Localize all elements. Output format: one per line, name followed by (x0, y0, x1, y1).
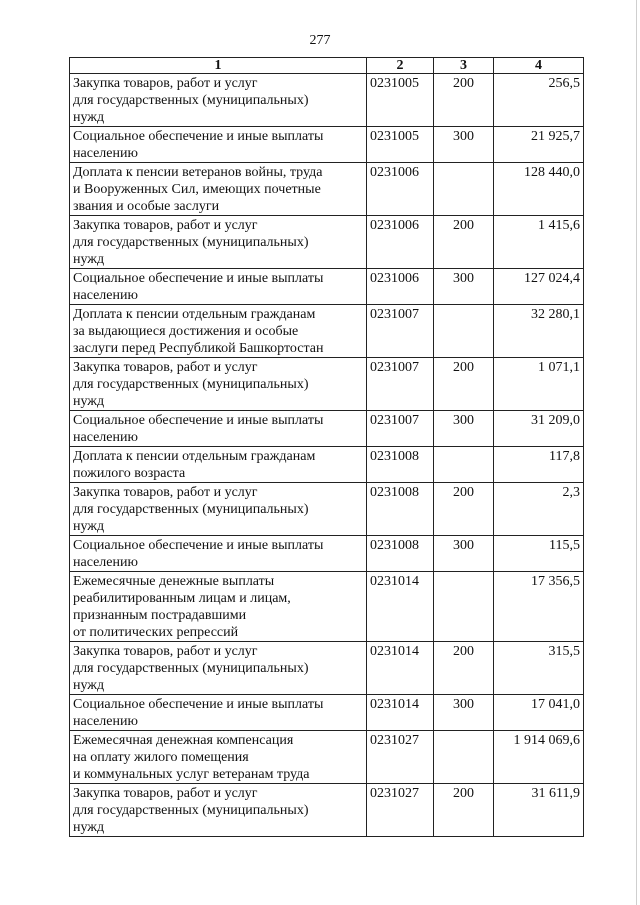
table-row (70, 305, 584, 358)
row-amount: 117,8 (494, 447, 584, 483)
row-name: Закупка товаров, работ и услуг для государственных (муниципальных) нужд (70, 483, 367, 536)
row-type: 200 (434, 216, 494, 269)
row-type (434, 731, 494, 784)
table-row (70, 358, 584, 411)
column-header-4: 4 (494, 58, 584, 74)
row-amount: 17 356,5 (494, 572, 584, 642)
row-type (434, 572, 494, 642)
row-amount: 315,5 (494, 642, 584, 695)
row-amount: 1 914 069,6 (494, 731, 584, 784)
row-amount: 2,3 (494, 483, 584, 536)
row-name: Социальное обеспечение и иные выплаты населению (70, 411, 367, 447)
row-name: Социальное обеспечение и иные выплаты населению (70, 695, 367, 731)
row-code: 0231007 (367, 305, 434, 358)
row-type: 200 (434, 358, 494, 411)
row-type: 200 (434, 642, 494, 695)
row-name: Закупка товаров, работ и услуг для государственных (муниципальных) нужд (70, 358, 367, 411)
row-code: 0231006 (367, 163, 434, 216)
row-code: 0231005 (367, 127, 434, 163)
table-row (70, 447, 584, 483)
row-code: 0231014 (367, 695, 434, 731)
row-code: 0231027 (367, 731, 434, 784)
table-row (70, 74, 584, 127)
table-row (70, 642, 584, 695)
row-code: 0231008 (367, 447, 434, 483)
table-body (70, 74, 584, 837)
row-type: 200 (434, 74, 494, 127)
row-name: Ежемесячные денежные выплаты реабилитированным лицам и лицам, признанным пострадавшими от политических репрессий (70, 572, 367, 642)
row-amount: 21 925,7 (494, 127, 584, 163)
row-code: 0231014 (367, 572, 434, 642)
row-name: Ежемесячная денежная компенсация на оплату жилого помещения и коммунальных услуг ветеранам труда (70, 731, 367, 784)
table-row (70, 163, 584, 216)
row-name: Закупка товаров, работ и услуг для государственных (муниципальных) нужд (70, 642, 367, 695)
page-number: 277 (309, 33, 331, 48)
row-code: 0231027 (367, 784, 434, 837)
row-code: 0231014 (367, 642, 434, 695)
row-code: 0231006 (367, 269, 434, 305)
table-header (70, 58, 584, 74)
row-code: 0231008 (367, 483, 434, 536)
row-name: Доплата к пенсии отдельным гражданам за выдающиеся достижения и особые заслуги перед Республикой Башкортостан (70, 305, 367, 358)
row-type: 200 (434, 784, 494, 837)
row-type (434, 163, 494, 216)
table-row (70, 536, 584, 572)
row-amount: 256,5 (494, 74, 584, 127)
row-code: 0231006 (367, 216, 434, 269)
row-type: 300 (434, 695, 494, 731)
column-header-2: 2 (367, 58, 434, 74)
row-name: Доплата к пенсии отдельным гражданам пожилого возраста (70, 447, 367, 483)
row-amount: 127 024,4 (494, 269, 584, 305)
table-row (70, 731, 584, 784)
row-name: Закупка товаров, работ и услуг для государственных (муниципальных) нужд (70, 74, 367, 127)
table-row (70, 572, 584, 642)
row-amount: 1 071,1 (494, 358, 584, 411)
row-type: 300 (434, 411, 494, 447)
row-code: 0231007 (367, 411, 434, 447)
row-code: 0231007 (367, 358, 434, 411)
row-name: Закупка товаров, работ и услуг для государственных (муниципальных) нужд (70, 784, 367, 837)
row-name: Социальное обеспечение и иные выплаты населению (70, 269, 367, 305)
row-name: Доплата к пенсии ветеранов войны, труда и Вооруженных Сил, имеющих почетные звания и особые заслуги (70, 163, 367, 216)
table-row (70, 127, 584, 163)
table-row (70, 784, 584, 837)
table-row (70, 269, 584, 305)
table-row (70, 695, 584, 731)
row-type: 200 (434, 483, 494, 536)
row-type: 300 (434, 536, 494, 572)
table-row (70, 216, 584, 269)
row-amount: 31 209,0 (494, 411, 584, 447)
row-amount: 31 611,9 (494, 784, 584, 837)
row-amount: 1 415,6 (494, 216, 584, 269)
row-type (434, 305, 494, 358)
column-header-3: 3 (434, 58, 494, 74)
table-row (70, 483, 584, 536)
table-row (70, 411, 584, 447)
row-amount: 32 280,1 (494, 305, 584, 358)
row-code: 0231008 (367, 536, 434, 572)
row-type: 300 (434, 127, 494, 163)
row-name: Социальное обеспечение и иные выплаты населению (70, 536, 367, 572)
column-header-1: 1 (70, 58, 367, 74)
row-type: 300 (434, 269, 494, 305)
row-amount: 128 440,0 (494, 163, 584, 216)
row-name: Закупка товаров, работ и услуг для государственных (муниципальных) нужд (70, 216, 367, 269)
header-row (70, 58, 584, 74)
row-amount: 17 041,0 (494, 695, 584, 731)
row-code: 0231005 (367, 74, 434, 127)
row-amount: 115,5 (494, 536, 584, 572)
budget-table (69, 57, 584, 837)
scan-edge-line (636, 0, 637, 905)
row-type (434, 447, 494, 483)
row-name: Социальное обеспечение и иные выплаты населению (70, 127, 367, 163)
